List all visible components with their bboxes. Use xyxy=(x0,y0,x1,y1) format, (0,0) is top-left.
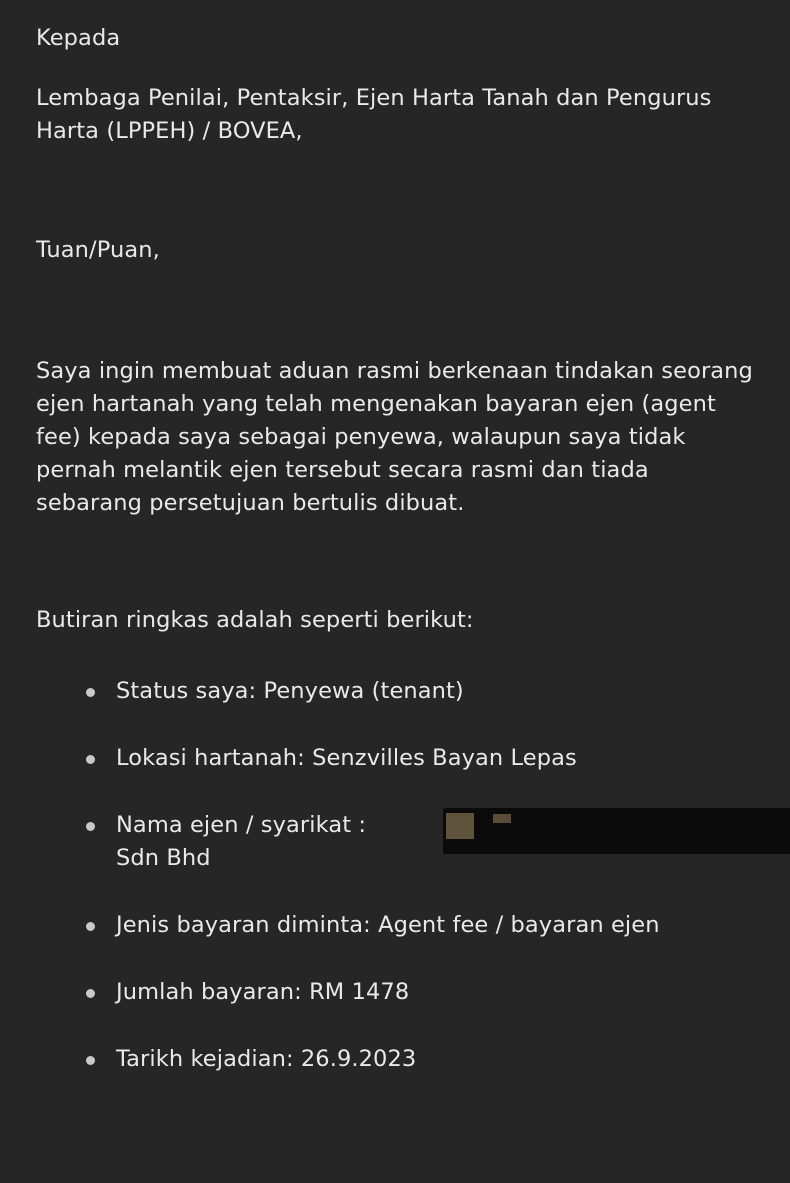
spacer xyxy=(36,148,760,234)
bullet-icon xyxy=(86,922,95,931)
details-list xyxy=(36,675,760,1076)
bullet-icon xyxy=(86,755,95,764)
greeting: Tuan/Puan, xyxy=(36,237,160,263)
list-item-label: Lokasi hartanah: Senzvilles Bayan Lepas xyxy=(116,745,577,771)
salutation-heading: Kepada xyxy=(36,25,121,51)
spacer xyxy=(36,520,760,604)
list-item xyxy=(82,909,760,942)
spacer xyxy=(36,55,760,82)
list-item-label: Nama ejen / syarikat : xyxy=(116,812,367,838)
redaction-smudge xyxy=(446,813,474,839)
recipient-address: Lembaga Penilai, Pentaksir, Ejen Harta Tanah dan Pengurus Harta (LPPEH) / BOVEA, xyxy=(36,85,712,144)
bullet-icon xyxy=(86,822,95,831)
list-item-label: Jenis bayaran diminta: Agent fee / bayaran ejen xyxy=(116,912,660,938)
list-item xyxy=(82,675,760,708)
spacer xyxy=(36,267,760,355)
list-item xyxy=(82,809,760,875)
complaint-body: Saya ingin membuat aduan rasmi berkenaan tindakan seorang ejen hartanah yang telah mengenakan bayaran ejen (agent fee) kepada saya sebagai penyewa, walaupun saya tidak pernah melantik ejen tersebut secara rasmi dan tiada sebarang persetujuan bertulis dibuat. xyxy=(36,358,753,516)
list-item-label: Status saya: Penyewa (tenant) xyxy=(116,678,464,704)
bullet-icon xyxy=(86,989,95,998)
redaction-smudge xyxy=(493,814,511,823)
list-item xyxy=(82,976,760,1009)
details-intro: Butiran ringkas adalah seperti berikut: xyxy=(36,607,474,633)
spacer xyxy=(36,637,760,675)
redaction-bar xyxy=(443,808,790,854)
list-item xyxy=(82,1043,760,1076)
list-item-label: Jumlah bayaran: RM 1478 xyxy=(116,979,410,1005)
bullet-icon xyxy=(86,688,95,697)
list-item-suffix: Sdn Bhd xyxy=(116,845,211,871)
list-item-label: Tarikh kejadian: 26.9.2023 xyxy=(116,1046,417,1072)
list-item xyxy=(82,742,760,775)
bullet-icon xyxy=(86,1056,95,1065)
